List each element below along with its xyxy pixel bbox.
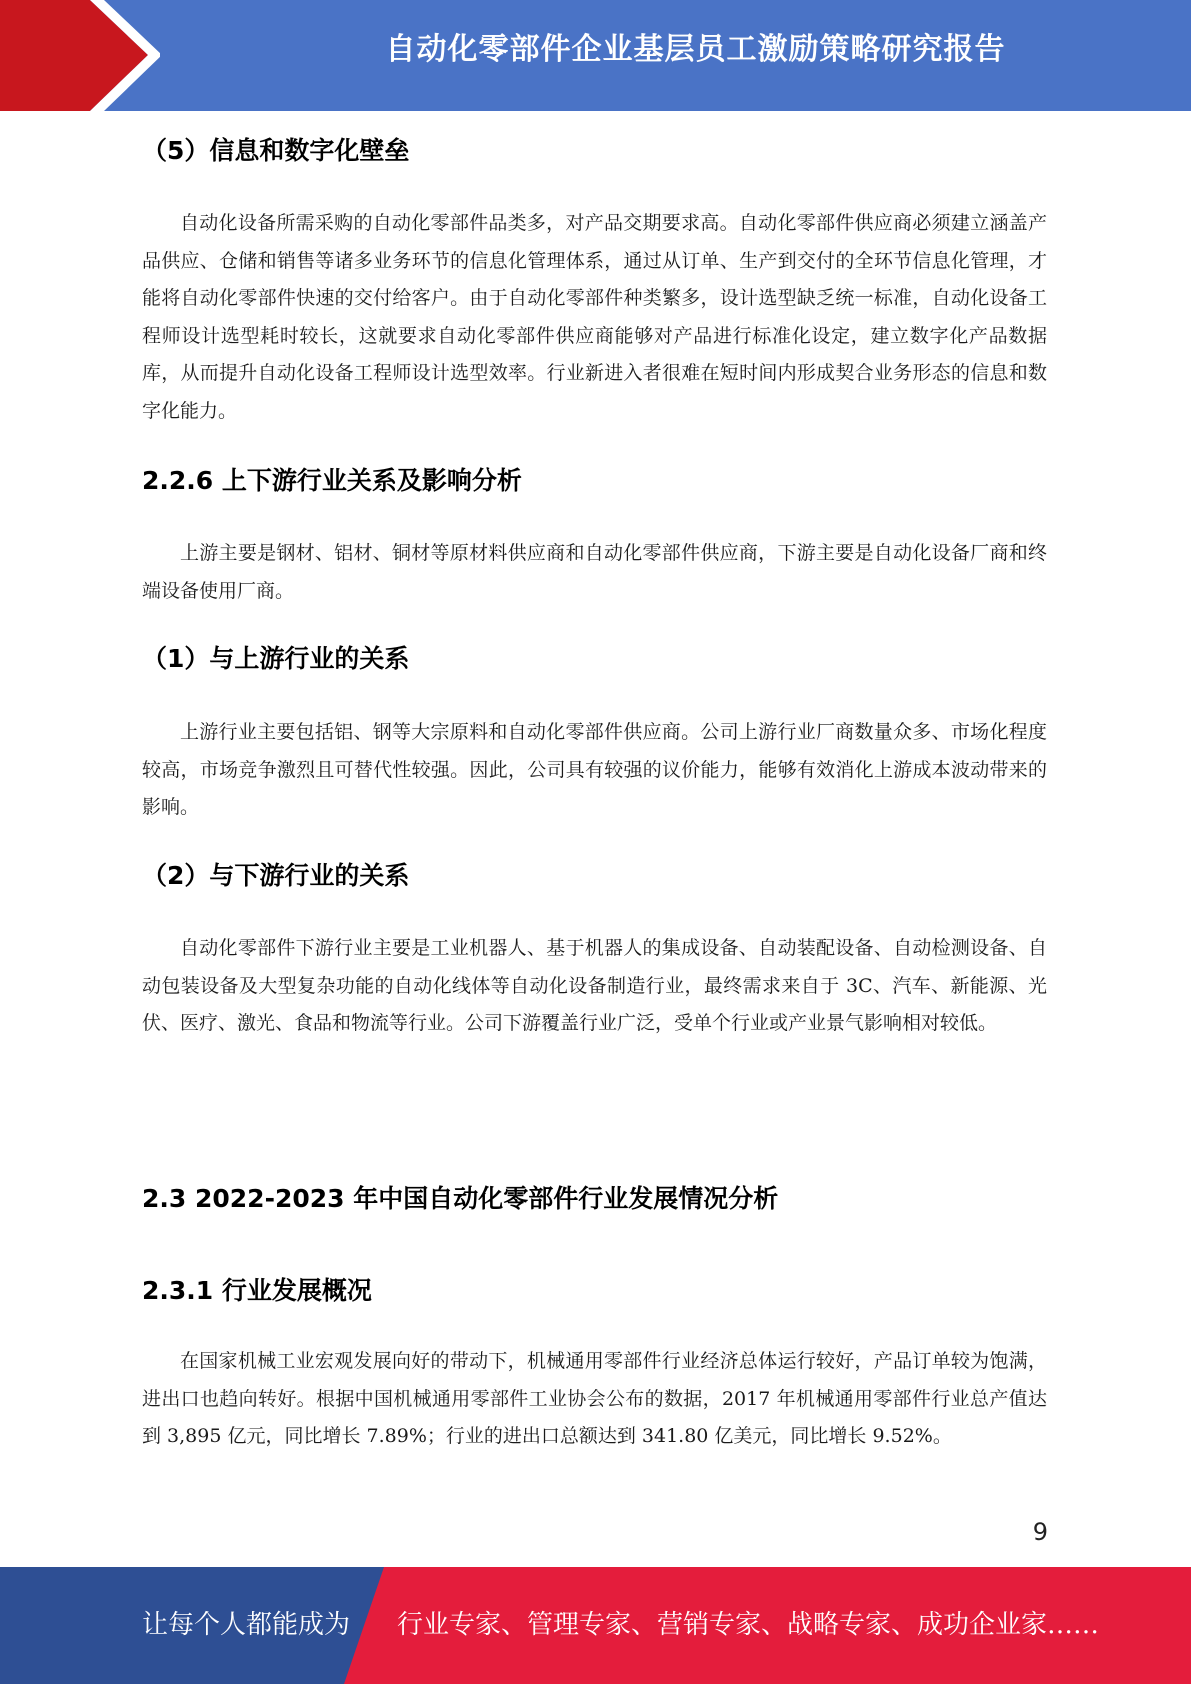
page-number: 9 (1032, 1518, 1048, 1546)
report-title: 自动化零部件企业基层员工激励策略研究报告 (385, 32, 1006, 67)
paragraph-upstream: 上游行业主要包括铝、钢等大宗原料和自动化零部件供应商。公司上游行业厂商数量众多、市场化程度较高，市场竞争激烈且可替代性较强。因此，公司具有较强的议价能力，能够有效消化上游成本波动带来的影响。 (142, 721, 1047, 818)
paragraph-info-digital: 自动化设备所需采购的自动化零部件品类多，对产品交期要求高。自动化零部件供应商必须建立涵盖产品供应、仓储和销售等诸多业务环节的信息化管理体系，通过从订单、生产到交付的全环节信息化管理，才能将自动化零部件快速的交付给客户。由于自动化零部件种类繁多，设计选型缺乏统一标准，自动化设备工程师设计选型耗时较长，这就要求自动化零部件供应商能够对产品进行标准化设定，建立数字化产品数据库，从而提升自动化设备工程师设计选型效率。行业新进入者很难在短时间内形成契合业务形态的信息和数字化能力。 (142, 212, 1047, 422)
heading-info-digital-barrier: （5）信息和数字化壁垒 (142, 136, 410, 165)
paragraph-downstream: 自动化零部件下游行业主要是工业机器人、基于机器人的集成设备、自动装配设备、自动检测设备、自动包装设备及大型复杂功能的自动化线体等自动化设备制造行业，最终需求来自于 3C、汽车、新能源、光伏、医疗、激光、食品和物流等行业。公司下游覆盖行业广泛，受单个行业或产业景气影响相对较低。 (142, 937, 1047, 1034)
heading-upstream-relation: （1）与上游行业的关系 (142, 644, 410, 673)
heading-2-3: 2.3 2022-2023 年中国自动化零部件行业发展情况分析 (142, 1184, 779, 1213)
heading-2-2-6: 2.2.6 上下游行业关系及影响分析 (142, 466, 522, 495)
footer-slogan-left: 让每个人都能成为 (142, 1610, 351, 1640)
paragraph-industry-overview: 在国家机械工业宏观发展向好的带动下，机械通用零部件行业经济总体运行较好，产品订单较为饱满，进出口也趋向转好。根据中国机械通用零部件工业协会公布的数据，2017 年机械通用零部件行业总产值达到 3,895 亿元，同比增长 7.89%；行业的进出口总额达到 341.80 亿美元，同比增长 9.52%。 (142, 1350, 1047, 1447)
report-header-banner (0, 0, 1191, 111)
paragraph-up-down-stream: 上游主要是钢材、铝材、铜材等原材料供应商和自动化零部件供应商，下游主要是自动化设备厂商和终端设备使用厂商。 (142, 542, 1047, 602)
header-arrow-decoration (0, 0, 160, 111)
heading-2-3-1: 2.3.1 行业发展概况 (142, 1276, 372, 1305)
footer-banner (0, 1567, 1191, 1684)
heading-downstream-relation: （2）与下游行业的关系 (142, 861, 410, 890)
footer-slogan-right: 行业专家、管理专家、营销专家、战略专家、成功企业家…… (397, 1610, 1100, 1640)
